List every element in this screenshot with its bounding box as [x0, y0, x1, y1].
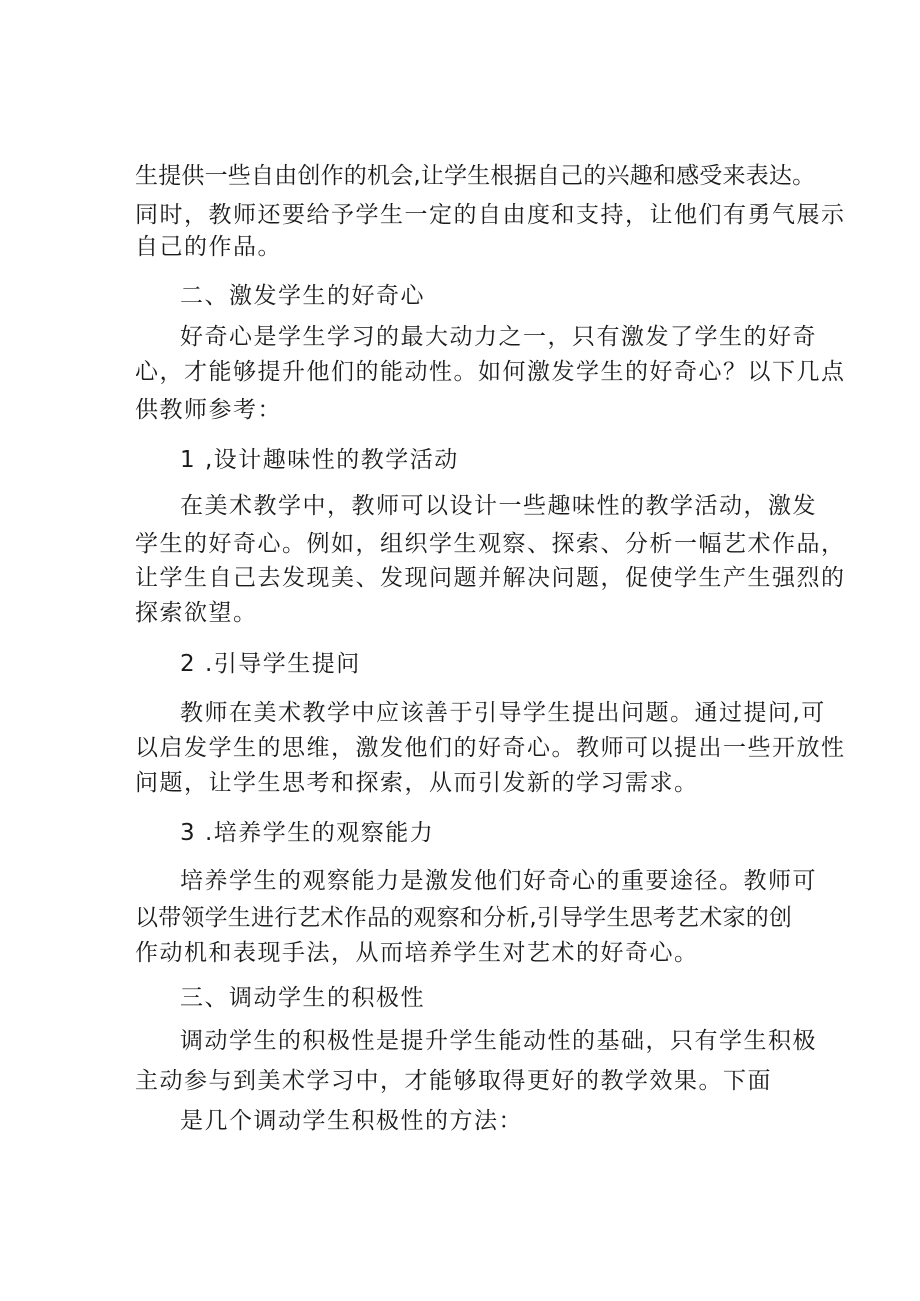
subsection-heading: 2 .引导学生提问	[180, 651, 361, 677]
paragraph-line: 生提供一些自由创作的机会,让学生根据自己的兴趣和感受来表达。	[135, 163, 816, 189]
paragraph-line: 探索欲望。	[135, 600, 258, 626]
paragraph-line: 培养学生的观察能力是激发他们好奇心的重要途径。教师可	[180, 868, 817, 894]
paragraph-line: 问题，让学生思考和探索，从而引发新的学习需求。	[135, 770, 699, 796]
paragraph-line: 同时，教师还要给予学生一定的自由度和支持，让他们有勇气展示	[135, 202, 846, 228]
paragraph-line: 心，才能够提升他们的能动性。如何激发学生的好奇心？以下几点	[135, 359, 846, 385]
paragraph-line: 教师在美术教学中应该善于引导学生提出问题。通过提问,可	[180, 700, 826, 726]
paragraph-line: 以带领学生进行艺术作品的观察和分析,引导学生思考艺术家的创	[135, 905, 793, 931]
paragraph-line: 让学生自己去发现美、发现问题并解决问题，促使学生产生强烈的	[135, 565, 846, 591]
paragraph-line: 在美术教学中，教师可以设计一些趣味性的教学活动，激发	[180, 493, 817, 519]
paragraph-line: 作动机和表现手法，从而培养学生对艺术的好奇心。	[135, 940, 699, 966]
subsection-heading: 3 .培养学生的观察能力	[180, 820, 435, 846]
section-heading: 三、调动学生的积极性	[180, 985, 425, 1011]
subsection-heading: 1 ,设计趣味性的教学活动	[180, 447, 459, 473]
section-heading: 二、激发学生的好奇心	[180, 283, 425, 309]
paragraph-line: 好奇心是学生学习的最大动力之一，只有激发了学生的好奇	[180, 324, 817, 350]
paragraph-line: 主动参与到美术学习中，才能够取得更好的教学效果。下面	[135, 1068, 772, 1094]
paragraph-line: 供教师参考：	[135, 397, 282, 423]
paragraph-line: 调动学生的积极性是提升学生能动性的基础，只有学生积极	[180, 1028, 817, 1054]
paragraph-line: 是几个调动学生积极性的方法：	[180, 1108, 523, 1134]
paragraph-line: 以启发学生的思维，激发他们的好奇心。教师可以提出一些开放性	[135, 735, 846, 761]
paragraph-line: 学生的好奇心。例如，组织学生观察、探索、分析一幅艺术作品，	[135, 531, 846, 557]
paragraph-line: 自己的作品。	[135, 234, 282, 260]
